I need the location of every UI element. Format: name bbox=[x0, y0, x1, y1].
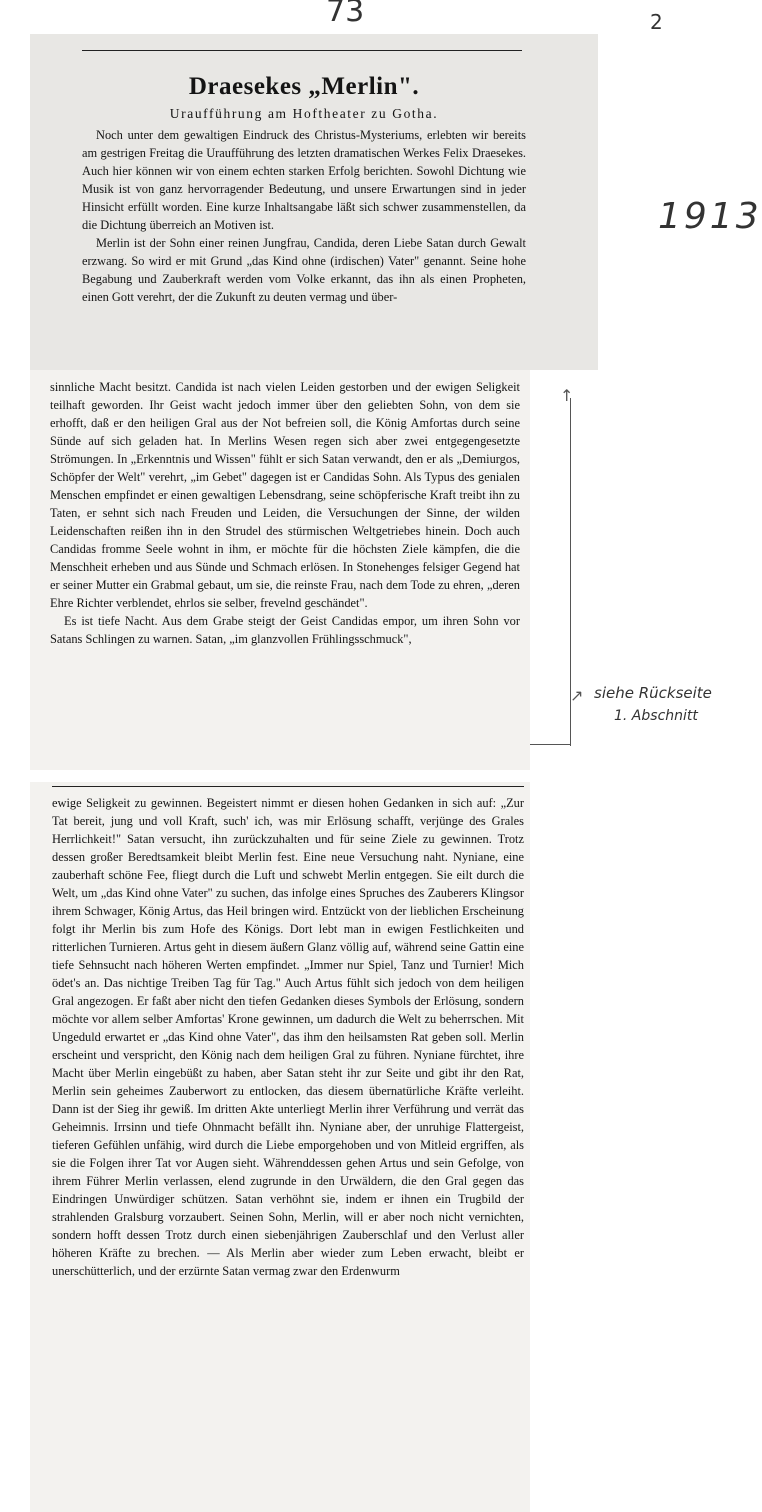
top-rule bbox=[82, 50, 522, 51]
clipping-part-2 bbox=[30, 370, 530, 770]
article-subheadline: Uraufführung am Hoftheater zu Gotha. bbox=[169, 106, 439, 121]
paragraph: Noch unter dem gewaltigen Eindruck des Christus-Mysteriums, erlebten wir bereits am gestrigen Freitag die Uraufführung des letzten dramatischen Werkes Felix Draesekes. Auch hier können wir von einem echten starken Erfolg berichten. Sowohl Dichtung wie Musik ist von ganz hervorragender Bedeutung, und unsere Erwartungen sind in jeder Hinsicht erfüllt worden. Eine kurze Inhaltsangabe läßt sich schwer zusammenstellen, da die Dichtung überreich an Motiven ist. bbox=[82, 128, 526, 232]
paragraph: ewige Seligkeit zu gewinnen. Begeistert nimmt er diesen hohen Gedanken in sich auf: „Zur Tat bereit, jung und voll Kraft, such' ich, was mir Erlösung schafft, verjünge des Grales Herrlichkeit!" Satan versucht, ihn zurückzuhalten und für seine Ziele zu gewinnen. Trotz dessen großer Beredtsamkeit bleibt Merlin fest. Eine neue Versuchung naht. Nyniane, eine zauberhaft schöne Fee, fliegt durch die Luft und schwebt Merlin entgegen. Sie eilt durch die Welt, um „das Kind ohne Vater" zu suchen, das infolge eines Spruches des Zauberers Klingsor ihrem Schwager, König Artus, das Heil bringen wird. Entzückt von der lieblichen Erscheinung folgt ihr Merlin bis zum Hofe des Königs. Dort lebt man in ewigen Festlichkeiten und ritterlichen Turnieren. Artus geht in diesem äußern Glanz völlig auf, während seine Gattin eine tiefe Sehnsucht nach höheren Werten empfindet. „Immer nur Spiel, Tanz und Turnier! Mich ödet's an. Das nichtige Treiben Tag für Tag." Auch Artus fühlt sich jedoch von dem heiligen Gral angezogen. Er faßt aber nicht den tiefen Gedanken dieses Symbols der Erlösung, sondern möchte vor allem selber Amfortas' Krone gewinnen, um dadurch die Welt zu beherrschen. Mit Ungeduld erwartet er „das Kind ohne Vater", das ihm den heilsamsten Rat geben soll. Merlin erscheint und verspricht, den König nach dem heiligen Gral zu führen. Nyniane fürchtet, ihre Macht über Merlin eingebüßt zu haben, aber Satan steht ihr zur Seite und gibt ihr den Rat, Merlin sein geheimes Zauberwort zu entlocken, das diesem übernatürliche Kräfte verleiht. Dann ist der Sieg ihr gewiß. Im dritten Akte unterliegt Merlin ihrer Verführung und verrät das Geheimnis. Irrsinn und tiefe Ohnmacht befällt ihn. Nyniane aber, der unruhige Flattergeist, tieferen Gefühlen unfähig, wird durch die Liebe emporgehoben und von Mitleid ergriffen, als sie die Folgen ihrer Tat vor Augen sieht. Währenddessen gehen Artus und sein Gefolge, von ihrem Führer Merlin verlassen, elend zugrunde in den Urwäldern, die den Gral gegen das Eindringen Unwürdiger schützen. Satan verhöhnt sie, indem er ihnen ein Trugbild der strahlenden Gralsburg vorzaubert. Seinen Sohn, Merlin, will er aber noch nicht vernichten, sondern hofft dessen Trotz durch einen siebenjährigen Zauberschlaf und den Verlust aller höheren Kräfte zu brechen. — Als Merlin aber wieder zum Leben erwacht, bleibt er unerschütterlich, und der erzürnte Satan vermag zwar den Erdenwurm bbox=[52, 796, 524, 1278]
clipping-part-1 bbox=[30, 34, 598, 370]
paragraph: Merlin ist der Sohn einer reinen Jungfrau, Candida, deren Liebe Satan durch Gewalt erzwang. So wird er mit Grund „das Kind ohne (irdischen) Vater" genannt. Seine hohe Begabung und Zauberkraft werden vom Volke erkannt, das ihn als einen Propheten, einen Gott verehrt, der die Zukunft zu deuten vermag und über- bbox=[82, 236, 526, 304]
arrow-up-icon: ↑ bbox=[560, 386, 574, 405]
corner-mark-annotation: 2 bbox=[650, 10, 663, 34]
arrow-up-icon: ↗ bbox=[570, 686, 584, 705]
article-headline: Draesekes „Merlin". bbox=[188, 73, 420, 100]
year-annotation: 1913 bbox=[658, 196, 762, 237]
top-rule bbox=[52, 786, 524, 787]
margin-bracket bbox=[556, 398, 571, 746]
paragraph: sinnliche Macht besitzt. Candida ist nach vielen Leiden gestorben und der ewigen Seligkeit teilhaft geworden. Ihr Geist wacht jedoch immer über den geliebten Sohn, von dem sie erhofft, daß er den heiligen Gral aus der Not befreien soll, die König Amfortas durch seine Sünde auf sich geladen hat. In Merlins Wesen regen sich aber zwei entgegengesetzte Strömungen. In „Erkenntnis und Wissen" fühlt er sich Satan verwandt, den er als „Demiurgos, Schöpfer der Welt" verehrt, „im Gebet" dagegen ist er Candidas Sohn. Als Typus des genialen Menschen empfindet er einen gewaltigen Lebensdrang, seine schöpferische Kraft treibt ihn zu Taten, er sehnt sich nach Freuden und Leiden, die Versuchungen der Sinne, der wilden Leidenschaften reißen ihn in den Strudel des stürmischen Weltgetriebes hinein. Doch auch Candidas fromme Seele wohnt in ihm, er möchte für die höchsten Ziele kämpfen, die die Menschheit erheben und aus Sünde und Schmach erlösen. In Stonehenges felsiger Gegend hat er seiner Mutter ein Grabmal gebaut, um sie, die reinste Frau, nach dem Tode zu ehren, „deren Ehre Richter verblendet, ehrlos sie selber, frevelnd geschändet". bbox=[50, 380, 520, 610]
paragraph: Es ist tiefe Nacht. Aus dem Grabe steigt der Geist Candidas empor, um ihren Sohn vor Satans Schlingen zu warnen. Satan, „im glanzvollen Frühlingsschmuck", bbox=[50, 614, 520, 646]
page-number-annotation: 73 bbox=[326, 0, 365, 29]
margin-note-line-1: siehe Rückseite bbox=[594, 684, 712, 702]
bracket-tail-line bbox=[530, 744, 570, 745]
clipping-part-3 bbox=[30, 782, 530, 1512]
margin-note-line-2: 1. Abschnitt bbox=[614, 708, 698, 724]
